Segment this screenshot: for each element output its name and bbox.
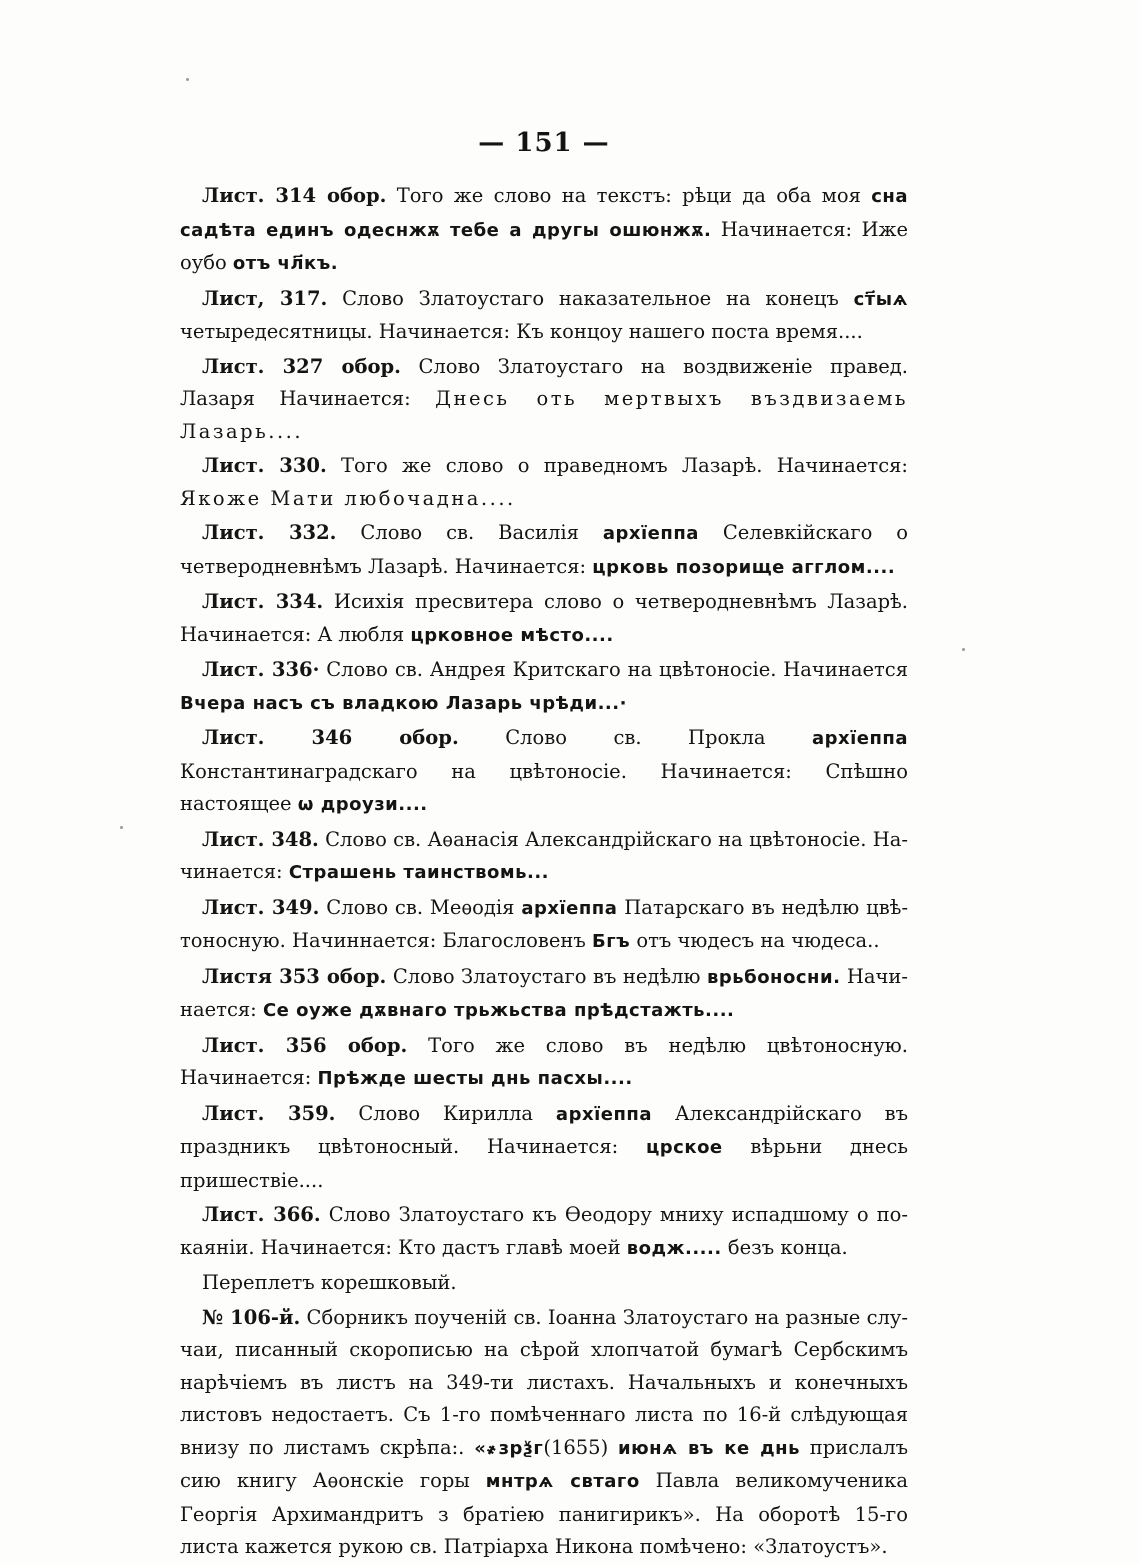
entry-text: Того же слово въ недѣлю цвѣтоносную. Начинается: (180, 1033, 908, 1089)
entry-text: Слово св. Андрея Критскаго на цвѣтоносіе. Начинается (319, 658, 908, 681)
church-slavonic-quote: Бгъ (591, 931, 631, 952)
entry-text: Александрійскаго въ праздникъ цвѣтоносный. Начинается: (180, 1101, 909, 1158)
entry-text: Слово св. Аѳанасія Александрійскаго на цвѣтоносіе. Начинается: (180, 827, 909, 883)
church-slavonic-quote: отъ чл҃къ. (232, 253, 339, 274)
church-slavonic-quote: врьбоносни. (706, 966, 841, 988)
entry-text: Слово св. Василія (336, 521, 603, 544)
catalog-entry (180, 961, 908, 1028)
catalog-entry (180, 1030, 908, 1096)
church-slavonic-quote: црковь позорище агглом.... (592, 556, 896, 578)
entry-reference: Лист. 336· (202, 658, 320, 681)
entry-reference: Лист. 366. (202, 1203, 321, 1226)
entry-text: Исихія пресвитера слово о четверодневнѣмъ Лазарѣ. Начинается: А любля (180, 590, 909, 646)
entry-reference: Лист. 327 обор. (202, 354, 401, 378)
catalog-entry (180, 517, 908, 584)
entry-text: Патарскаго въ недѣлю цвѣтоносную. Начиннается: Благословенъ (180, 895, 909, 952)
entry-text: Слово Златоустаго наказательное на конецъ (327, 286, 854, 310)
catalog-entry (180, 351, 908, 449)
entry-text: (1655) (543, 1435, 619, 1459)
entry-reference: Лист. 346 обор. (202, 726, 459, 749)
church-slavonic-quote: Прѣжде шесты днь пасхы.... (317, 1068, 633, 1089)
church-slavonic-quote: црское (645, 1137, 723, 1158)
church-slavonic-quote: Вчера насъ съ владкою Лазарь чрѣди...· (180, 692, 627, 714)
entry-text: Слово св. Меѳодія (319, 895, 522, 919)
entry-reference: Лист. 330. (202, 454, 327, 477)
church-slavonic-quote: июнѧ въ ке днь (618, 1437, 800, 1459)
church-slavonic-quote: водж..... (626, 1237, 722, 1259)
entry-text: вѣрьни днесь пришествіе.... (180, 1135, 908, 1192)
catalog-entry (180, 892, 908, 959)
catalog-entry (180, 1098, 908, 1198)
page-number: — 151 — (478, 128, 610, 158)
entry-text: Слово Златоустаго къ Ѳеодору мниху испадшому о покаяніи. Начинается: Кто дастъ главѣ моей (180, 1203, 908, 1259)
entry-reference: Лист. 314 обор. (202, 184, 387, 207)
scan-speck (120, 826, 123, 829)
entry-text: Константинаградскаго на цвѣтоносіе. Начинается: Спѣшно настоящее (180, 759, 908, 815)
entry-reference: Лист, 317. (202, 286, 328, 310)
spaced-quote: Днесь оть мертвыхъ въздвизаемь Лазарь.... (180, 387, 908, 443)
entry-reference: Лист. 349. (202, 895, 320, 919)
scan-speck (962, 648, 965, 651)
entry-text: прислалъ сию книгу Аѳонскіе горы (180, 1435, 909, 1492)
entry-text: Селевкійскаго о четверодневнѣмъ Лазарѣ. Начинается: (180, 521, 908, 578)
catalog-entry (180, 450, 908, 515)
church-slavonic-quote: Се оуже дѫвнаго трьжьства прѣдстажть.... (262, 1000, 735, 1021)
entry-reference: Листя 353 обор. (202, 964, 387, 988)
church-slavonic-quote: сна садѣта единъ одеснжѫ тебе а другы ошюнжѫ. (180, 186, 908, 241)
catalog-entry (180, 1302, 908, 1564)
entry-text: Слово Златоустаго въ недѣлю (386, 964, 707, 988)
catalog-entry (180, 824, 908, 890)
entry-reference: Лист. 332. (202, 521, 337, 544)
entry-reference: № 106-й. (202, 1305, 301, 1329)
entry-text: безъ конца. (721, 1235, 848, 1259)
entry-text: Слово Златоустаго на воздвиженіе правед. Лазаря Начинается: (180, 354, 908, 410)
entry-reference: Лист. 334. (202, 590, 324, 613)
catalog-entry (180, 586, 908, 652)
church-slavonic-quote: архїеппа (521, 897, 618, 919)
church-slavonic-quote: архїеппа (602, 523, 699, 544)
entry-list (180, 180, 908, 1564)
scan-speck (186, 78, 189, 81)
church-slavonic-quote: «҂зрѯг (474, 1437, 544, 1459)
church-slavonic-quote: црковное мѣсто.... (410, 624, 614, 646)
catalog-entry (180, 1199, 908, 1265)
catalog-entry (180, 1267, 908, 1300)
entry-text: Переплетъ корешковый. (202, 1271, 457, 1294)
entry-reference: Лист. 359. (202, 1101, 336, 1125)
church-slavonic-quote: мнтрѧ свтаго (485, 1471, 640, 1492)
church-slavonic-quote: ст҃ыѧ (853, 288, 908, 310)
church-slavonic-quote: Страшень таинствомь... (288, 862, 550, 883)
church-slavonic-quote: архїеппа (555, 1103, 652, 1125)
entry-text: Того же слово на текстъ: рѣци да оба моя (386, 184, 872, 207)
entry-text: Сборникъ поученій св. Іоанна Златоустаго на разные случаи, писанный скорописью на сѣрой хлопчатой бумагѣ Сербскимъ нарѣчіемъ въ листъ на 349-ти листахъ. Начальныхъ и конечныхъ листовъ недостаетъ. Съ 1-го помѣченнаго листа по 16-й слѣдующая внизу по листамъ скрѣпа:. (180, 1305, 908, 1459)
entry-text: Начинается: Иже оубо (180, 217, 908, 274)
catalog-entry (180, 283, 908, 349)
entry-reference: Лист. 356 обор. (202, 1033, 408, 1057)
catalog-entry (180, 180, 908, 281)
entry-text: Слово Кирилла (335, 1101, 556, 1125)
church-slavonic-quote: архїеппа (811, 728, 908, 749)
entry-text: отъ чюдесъ на чюдеса.. (630, 929, 880, 952)
catalog-entry (180, 654, 908, 720)
entry-text: четыредесятницы. Начинается: Къ концоу нашего поста время.... (180, 320, 863, 343)
church-slavonic-quote: ѡ дроузи.... (297, 794, 428, 815)
entry-text: Начинается: (180, 964, 909, 1021)
entry-text: Того же слово о праведномъ Лазарѣ. Начинается: (326, 454, 908, 477)
catalog-entry (180, 722, 908, 822)
entry-text: Слово св. Прокла (458, 726, 812, 749)
entry-reference: Лист. 348. (202, 827, 319, 851)
entry-text: Павла великомученика Георгія Архимандритъ з братіею панигирикъ». На оборотѣ 15-го листа кажется рукою св. Патріарха Никона помѣчено: «Златоустъ». (180, 1469, 908, 1558)
spaced-quote: Якоже Мати любочадна.... (180, 486, 516, 510)
